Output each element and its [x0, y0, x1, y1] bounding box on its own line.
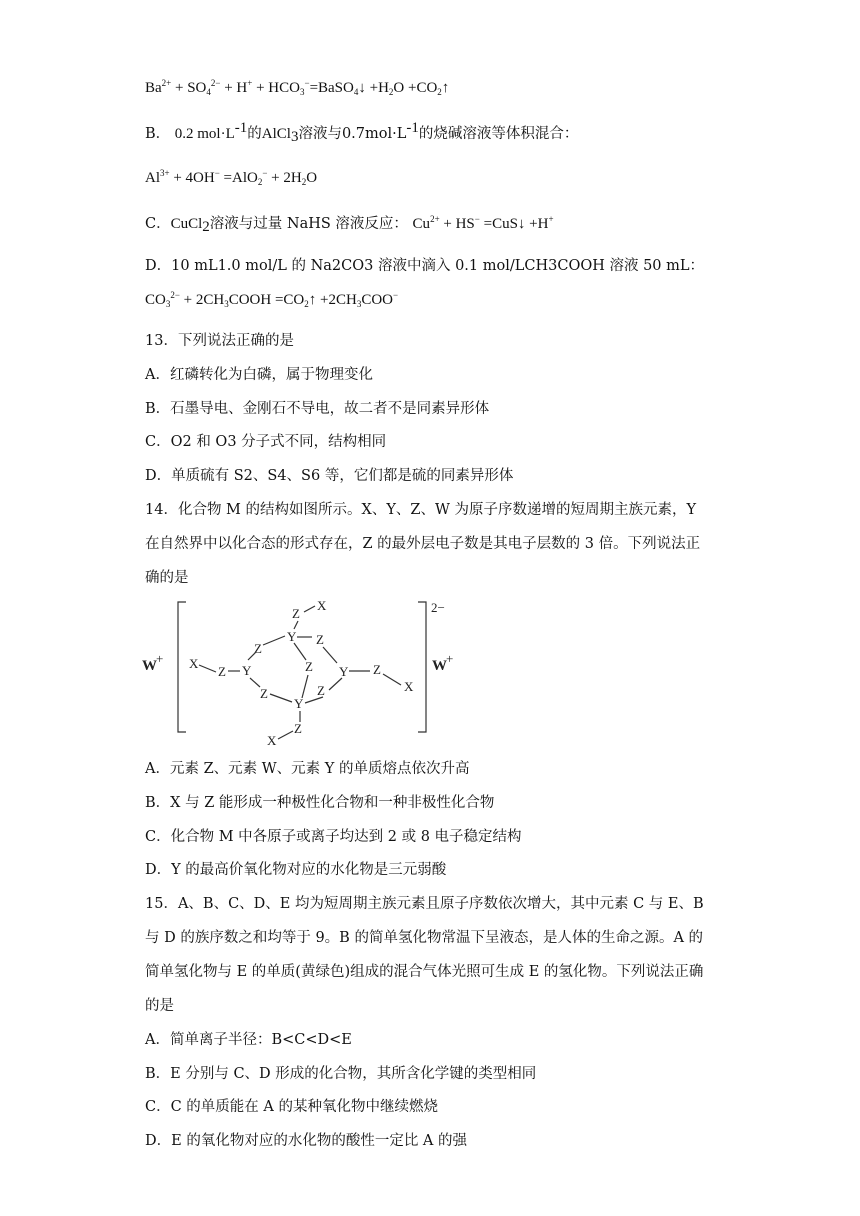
option-13d: D．单质硫有 S2、S4、S6 等，它们都是硫的同素异形体 — [145, 468, 514, 484]
option-12d: D．10 mL1.0 mol/L 的 Na2CO3 溶液中滴入 0.1 mol/LCH3COOH 溶液 50 mL： — [145, 258, 705, 274]
question-14-stem-3: 确的是 — [145, 570, 189, 586]
atom-z-upper-left: Z — [254, 641, 262, 656]
option-14b: B．X 与 Z 能形成一种极性化合物和一种非极性化合物 — [145, 795, 495, 811]
bond — [278, 731, 293, 739]
left-bracket — [178, 602, 186, 732]
atom-z-lower-left: Z — [260, 686, 268, 701]
question-15-stem-3: 简单氢化物与 E 的单质(黄绿色)组成的混合气体光照可生成 E 的氢化物。下列说法正确 — [145, 964, 704, 980]
atom-z-left: Z — [218, 664, 226, 679]
bond — [294, 643, 306, 660]
cation-left: W — [142, 658, 157, 674]
atom-x-top: X — [317, 598, 327, 613]
atom-z-top-right: Z — [316, 632, 324, 647]
option-15b: B．E 分别与 C、D 形成的化合物，其所含化学键的类型相同 — [145, 1066, 537, 1082]
question-14-stem-1: 14．化合物 M 的结构如图所示。X、Y、Z、W 为原子序数递增的短周期主族元素，Y — [145, 502, 697, 518]
atom-y-bottom: Y — [294, 696, 304, 711]
cation-right: W — [432, 658, 447, 674]
equation-d: $CO_3^{2-}$ + $2CH_3COOH$ $=CO_2↑ +2CH_3COO^-$ — [145, 290, 399, 309]
bond — [323, 647, 337, 663]
option-12c: C．CuCl$_2$溶液与过量 NaHS 溶液反应： $Cu^{2+} + HS^-$ =CuS↓ +H+ — [145, 214, 554, 235]
charge-label: 2− — [431, 600, 445, 615]
atom-y-top: Y — [287, 629, 297, 644]
bond — [294, 621, 298, 629]
question-15-stem-1: 15．A、B、C、D、E 均为短周期主族元素且原子序数依次增大，其中元素 C 与 E、B — [145, 896, 704, 912]
bond — [270, 694, 292, 702]
bond — [304, 606, 315, 612]
option-15c: C．C 的单质能在 A 的某种氧化物中继续燃烧 — [145, 1099, 438, 1115]
bond — [329, 678, 342, 690]
compound-m-structure-diagram — [142, 598, 462, 748]
atom-z-center: Z — [305, 659, 313, 674]
option-13c: C．O2 和 O3 分子式不同，结构相同 — [145, 434, 387, 450]
atom-x-right: X — [404, 679, 414, 694]
atom-x-bottom: X — [267, 733, 277, 748]
atom-x-left: X — [189, 656, 199, 671]
atom-z-top: Z — [292, 606, 300, 621]
question-13-stem: 13．下列说法正确的是 — [145, 333, 294, 349]
option-12b: B． 0.2 $mol\cdot L^{-1}$的AlCl$_3$溶液与$0.7mol\cdot L^{-1}$的烧碱溶液等体积混合： — [145, 120, 579, 145]
option-14d: D．Y 的最高价氧化物对应的水化物是三元弱酸 — [145, 862, 447, 878]
bond — [263, 636, 285, 645]
bond — [305, 697, 323, 703]
bond — [383, 674, 401, 685]
bond — [199, 665, 216, 672]
atom-y-left: Y — [242, 663, 252, 678]
option-15d: D．E 的氧化物对应的水化物的酸性一定比 A 的强 — [145, 1133, 468, 1149]
option-13a: A．红磷转化为白磷，属于物理变化 — [145, 367, 373, 383]
question-15-stem-4: 的是 — [145, 998, 174, 1014]
atom-z-lower-right: Z — [317, 683, 325, 698]
question-14-stem-2: 在自然界中以化合态的形式存在，Z 的最外层电子数是其电子层数的 3 倍。下列说法正 — [145, 536, 701, 552]
equation-b: $Al^{3+} + 4OH^- =AlO_2^- + 2H_2O$ — [145, 168, 318, 187]
option-13b: B．石墨导电、金刚石不导电，故二者不是同素异形体 — [145, 401, 490, 417]
atom-z-right: Z — [373, 662, 381, 677]
cation-right-charge: + — [446, 651, 454, 666]
cation-left-charge: + — [156, 651, 164, 666]
bond — [302, 675, 308, 698]
equation-a: $Ba^{2+} + SO_4^{2-} + H^+$ + $HCO_3^-=BaSO_4↓ +H_2O$ $+CO_2↑$ — [145, 78, 450, 97]
option-14c: C．化合物 M 中各原子或离子均达到 2 或 8 电子稳定结构 — [145, 829, 522, 845]
option-14a: A．元素 Z、元素 W、元素 Y 的单质熔点依次升高 — [145, 761, 470, 777]
bond — [248, 652, 256, 660]
option-15a: A．简单离子半径：B<C<D<E — [145, 1032, 352, 1048]
atom-y-right: Y — [339, 664, 349, 679]
right-bracket — [418, 602, 426, 732]
atom-z-bottom: Z — [294, 721, 302, 736]
bond — [250, 678, 260, 687]
question-15-stem-2: 与 D 的族序数之和均等于 9。B 的简单氢化物常温下呈液态，是人体的生命之源。A 的 — [145, 930, 704, 946]
